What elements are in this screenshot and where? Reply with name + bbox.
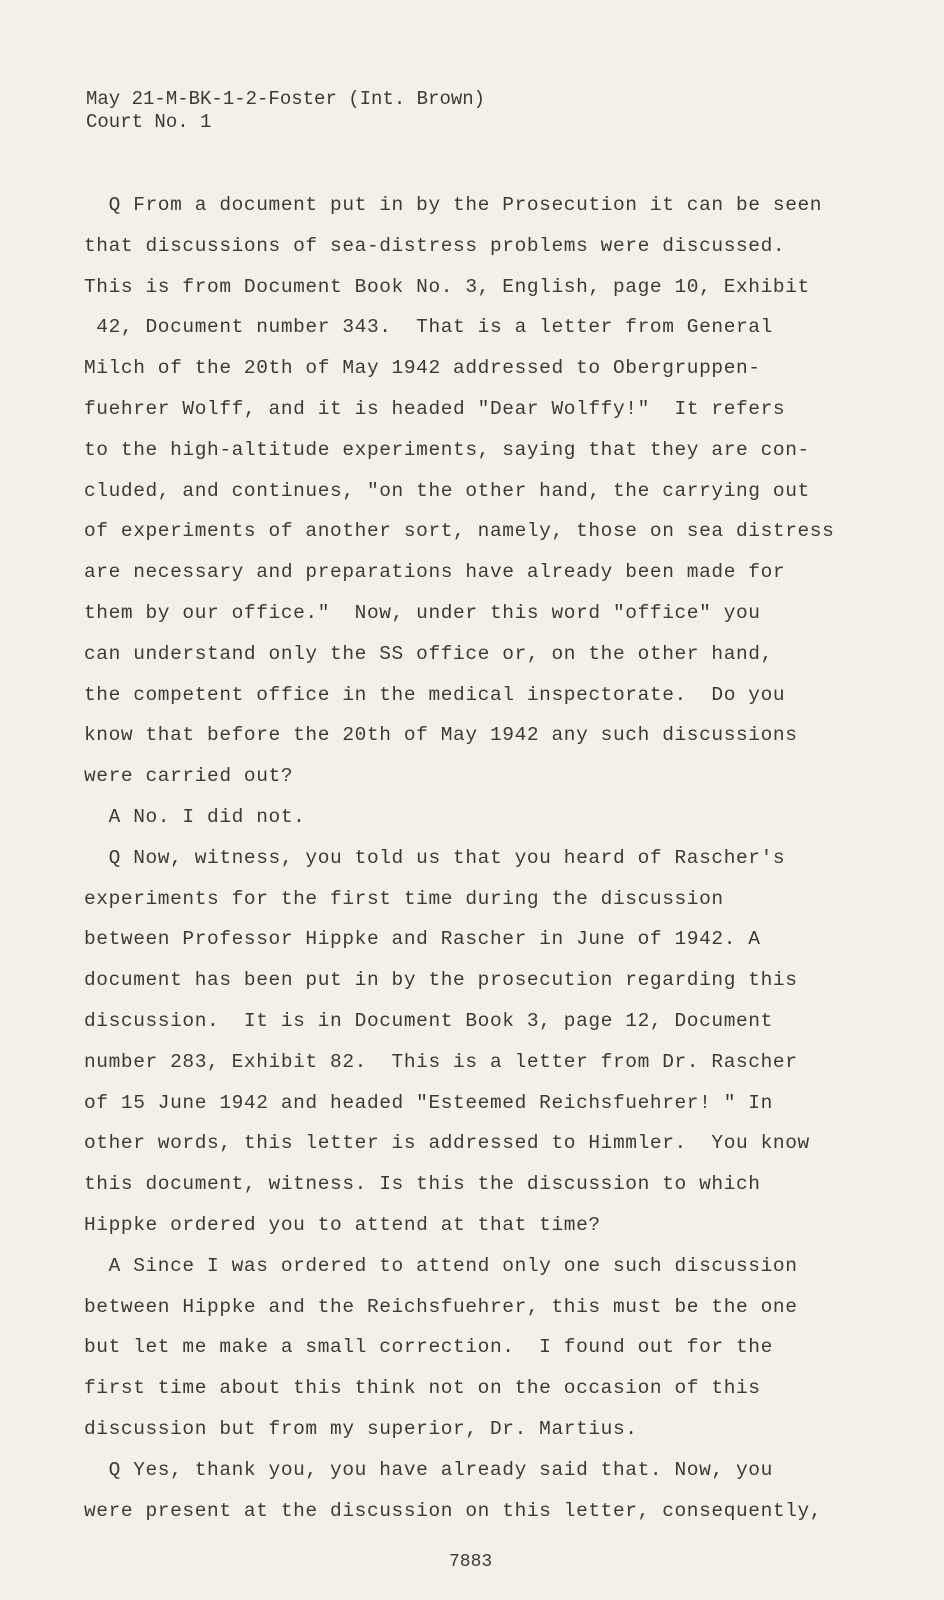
text-line: were carried out? [84,765,294,788]
text-line: between Hippke and the Reichsfuehrer, this must be the one [84,1295,798,1318]
text-line: that discussions of sea-distress problems were discussed. [84,234,786,257]
text-line: A Since I was ordered to attend only one such discussion [84,1254,798,1277]
text-line: of experiments of another sort, namely, those on sea distress [84,520,835,543]
text-line: to the high-altitude experiments, saying that they are con- [84,438,810,461]
text-line: were present at the discussion on this letter, consequently, [84,1499,823,1522]
text-line: A No. I did not. [84,805,306,828]
text-line: document has been put in by the prosecution regarding this [84,969,798,992]
text-line: know that before the 20th of May 1942 any such discussions [84,724,798,747]
text-line: Q Now, witness, you told us that you heard of Rascher's [84,846,786,869]
header-line-2: Court No. 1 [86,111,212,133]
page-number: 7883 [449,1552,493,1572]
text-line: Q From a document put in by the Prosecution it can be seen [84,194,823,216]
transcript-body [84,185,934,1531]
text-line: discussion but from my superior, Dr. Martius. [84,1417,638,1440]
text-line: but let me make a small correction. I found out for the [84,1336,773,1359]
text-line: the competent office in the medical inspectorate. Do you [84,683,786,706]
text-line: discussion. It is in Document Book 3, page 12, Document [84,1009,773,1032]
text-line: Hippke ordered you to attend at that time? [84,1213,601,1236]
text-line: Q Yes, thank you, you have already said that. Now, you [84,1458,773,1481]
text-line: them by our office." Now, under this word "office" you [84,601,761,624]
text-line: experiments for the first time during the discussion [84,887,724,910]
text-line: between Professor Hippke and Rascher in June of 1942. A [84,928,761,951]
text-line: This is from Document Book No. 3, English, page 10, Exhibit [84,275,810,298]
text-line: this document, witness. Is this the discussion to which [84,1173,761,1196]
text-line: other words, this letter is addressed to Himmler. You know [84,1132,810,1155]
text-line: can understand only the SS office or, on the other hand, [84,642,773,665]
text-line: Milch of the 20th of May 1942 addressed to Obergruppen- [84,357,761,380]
document-header [86,88,485,134]
text-line: number 283, Exhibit 82. This is a letter from Dr. Rascher [84,1050,798,1073]
text-line: first time about this think not on the occasion of this [84,1377,761,1400]
text-line: are necessary and preparations have already been made for [84,561,786,584]
text-line: of 15 June 1942 and headed "Esteemed Reichsfuehrer! " In [84,1091,773,1114]
text-line: cluded, and continues, "on the other hand, the carrying out [84,479,810,502]
header-line-1: May 21-M-BK-1-2-Foster (Int. Brown) [86,88,486,110]
text-line: fuehrer Wolff, and it is headed "Dear Wolffy!" It refers [84,397,786,420]
text-line: 42, Document number 343. That is a letter from General [84,316,773,339]
